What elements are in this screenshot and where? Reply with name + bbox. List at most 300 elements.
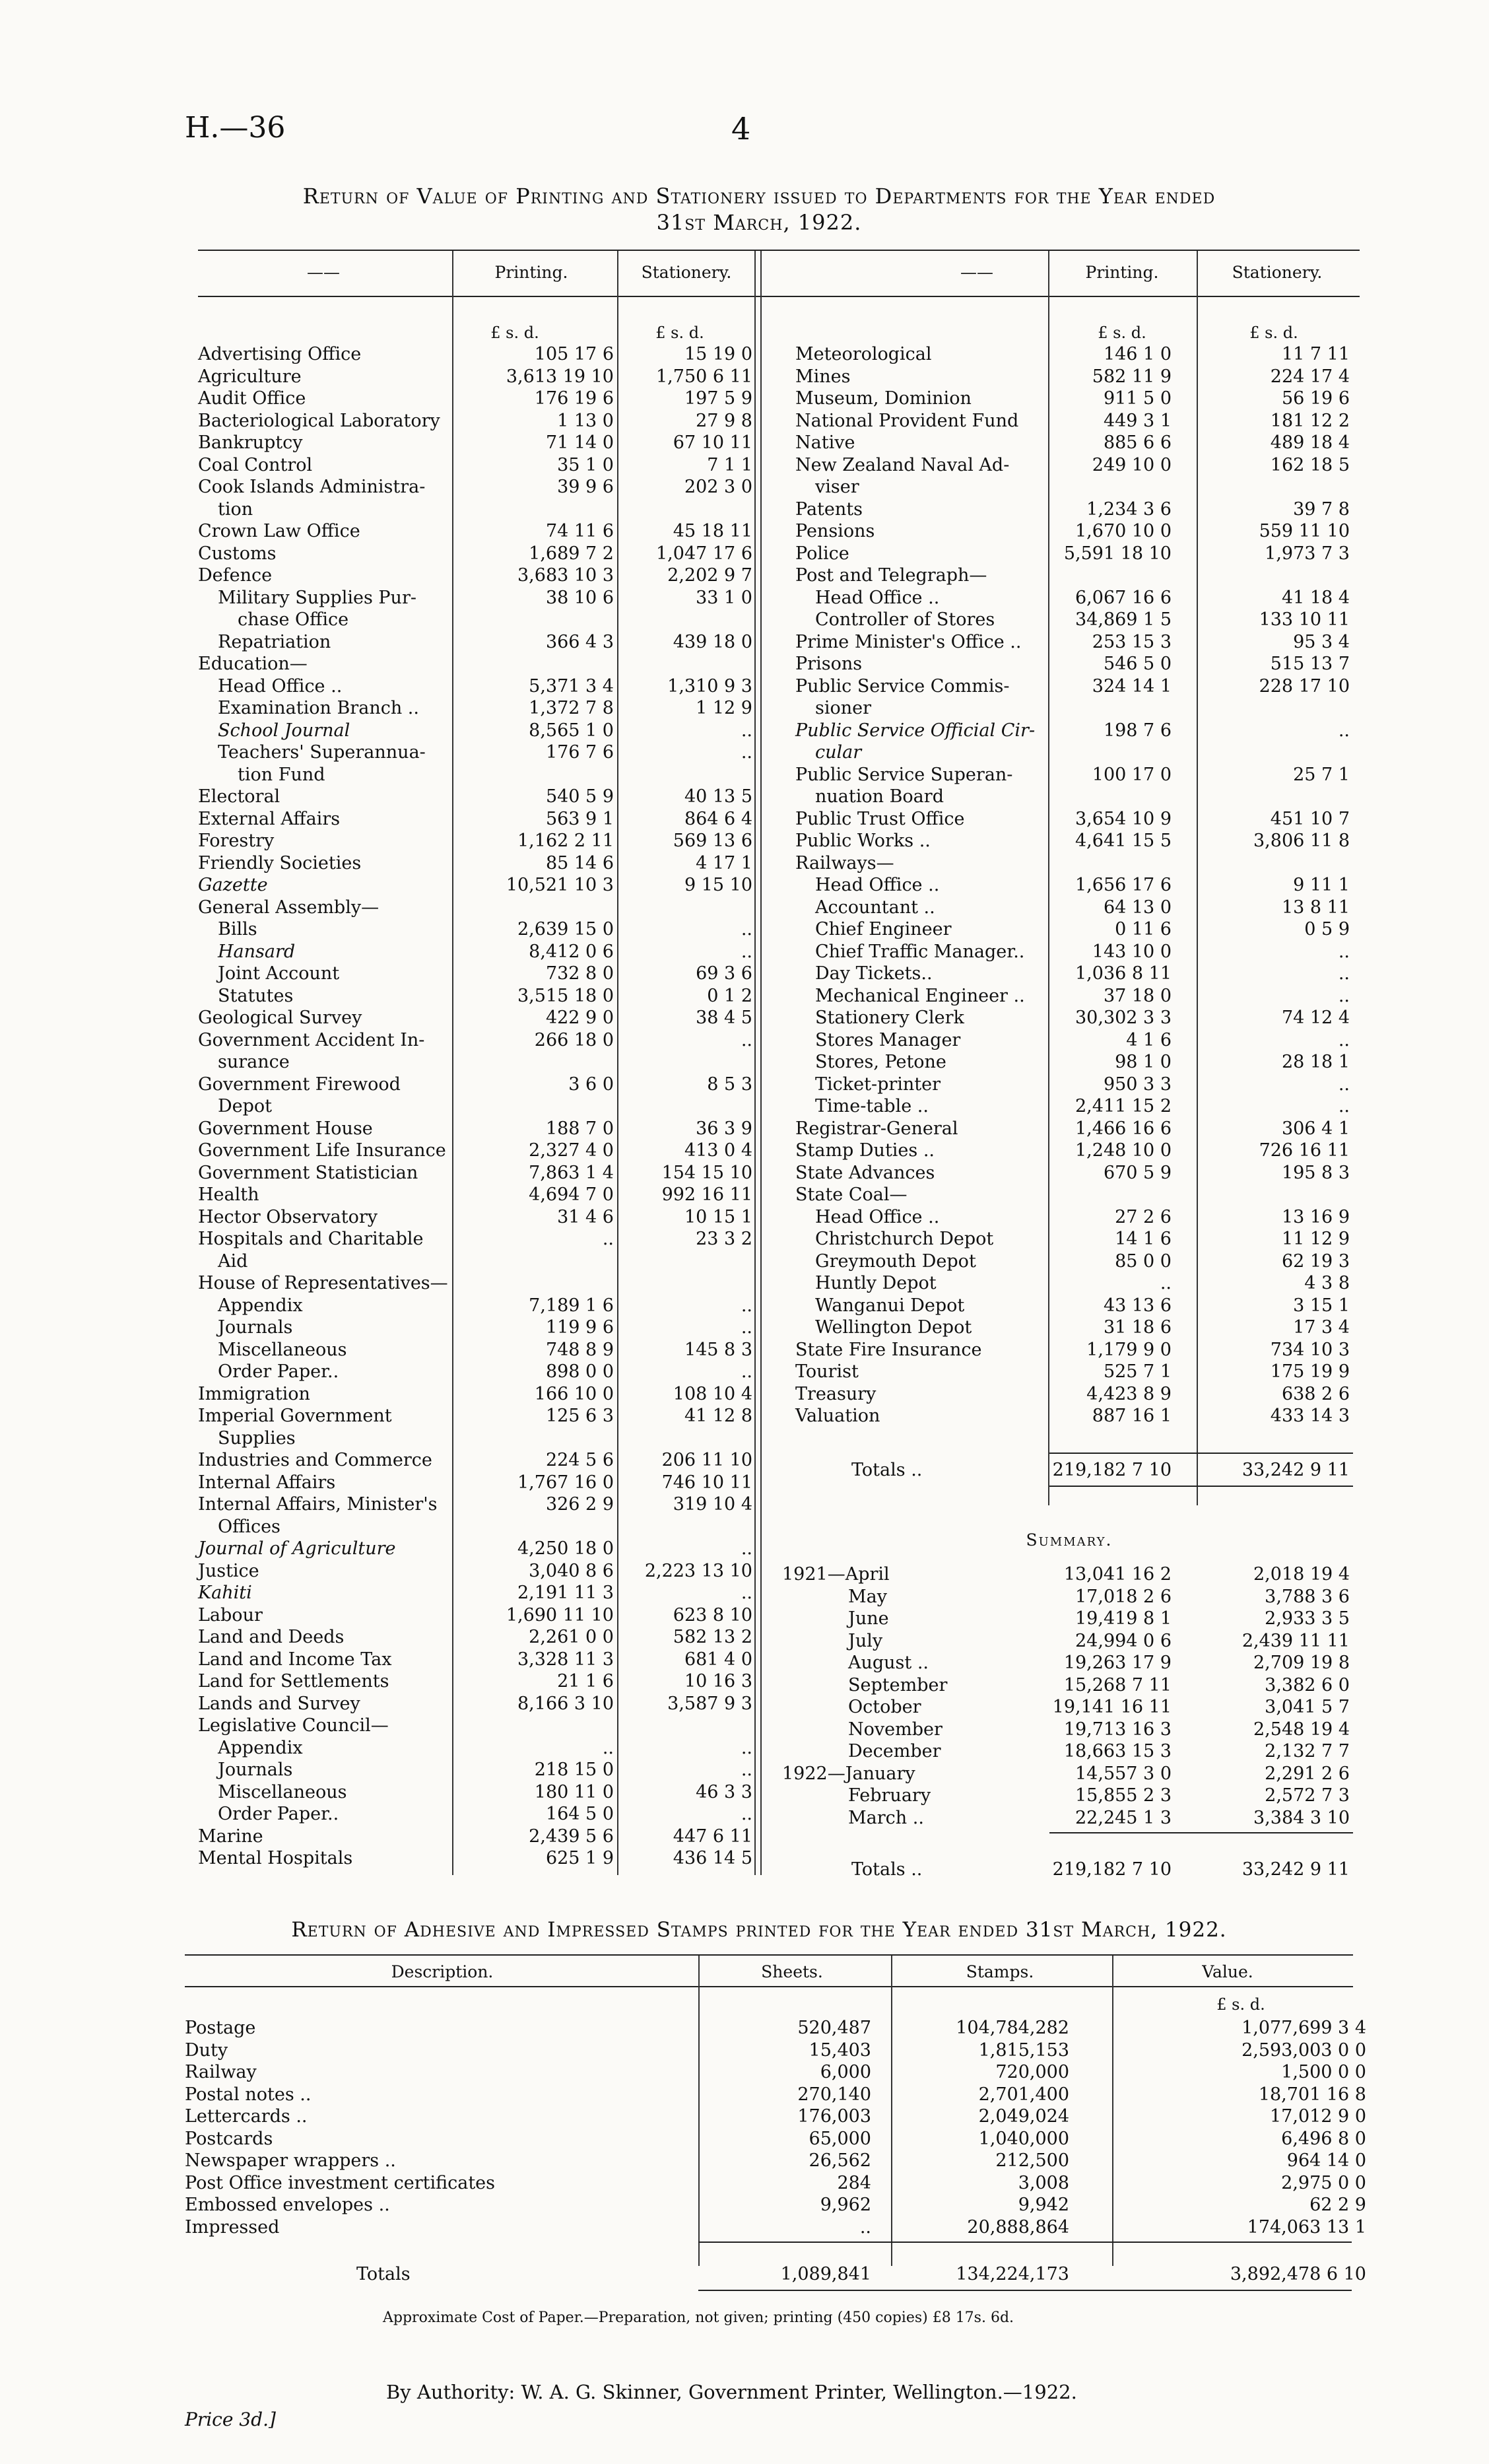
summary-stationery: 3,384 3 10 bbox=[1253, 1807, 1350, 1828]
printing-amount: 146 1 0 bbox=[1103, 344, 1172, 364]
summary-stationery: 3,041 5 7 bbox=[1265, 1697, 1350, 1717]
printing-amount: .. bbox=[602, 1229, 614, 1249]
stationery-amount: 11 7 11 bbox=[1281, 344, 1350, 364]
row-label: State Advances bbox=[795, 1162, 935, 1183]
row-label: Stores Manager bbox=[815, 1029, 961, 1050]
row-label: Prime Minister's Office .. bbox=[795, 631, 1022, 652]
rule bbox=[1049, 1486, 1353, 1487]
printing-amount: 31 18 6 bbox=[1103, 1317, 1172, 1338]
table-row bbox=[795, 1361, 1350, 1383]
row-label: Greymouth Depot bbox=[815, 1250, 976, 1272]
row-label: Hector Observatory bbox=[198, 1206, 378, 1227]
printing-amount: 143 10 0 bbox=[1092, 941, 1172, 962]
table-row bbox=[198, 1361, 752, 1383]
printing-amount: 1,234 3 6 bbox=[1086, 498, 1172, 520]
row-label: Marine bbox=[198, 1826, 263, 1847]
printing-amount: 326 2 9 bbox=[545, 1494, 614, 1515]
table-row bbox=[198, 1649, 752, 1670]
stamp-count: 2,049,024 bbox=[978, 2106, 1069, 2127]
stationery-amount: .. bbox=[741, 1583, 752, 1603]
table-row bbox=[795, 520, 1350, 542]
summary-printing: 13,041 16 2 bbox=[1063, 1564, 1172, 1585]
stamp-description: Lettercards .. bbox=[185, 2106, 308, 2127]
summary-stationery: 2,548 19 4 bbox=[1253, 1719, 1350, 1740]
row-label: Crown Law Office bbox=[198, 521, 360, 541]
table-row bbox=[198, 388, 752, 409]
table-row bbox=[795, 1074, 1350, 1095]
summary-row bbox=[782, 1785, 1356, 1806]
row-label: Imperial Government bbox=[198, 1406, 392, 1426]
stationery-amount: 25 7 1 bbox=[1293, 764, 1350, 785]
row-label: Huntly Depot bbox=[815, 1273, 937, 1293]
table-row bbox=[795, 1405, 1350, 1427]
row-label: Chief Engineer bbox=[815, 919, 952, 940]
stationery-amount: 3,587 9 3 bbox=[667, 1693, 752, 1714]
row-label: Kahiti bbox=[198, 1583, 252, 1603]
table-row bbox=[198, 720, 752, 741]
summary-month: September bbox=[848, 1674, 948, 1695]
report-title: Return of Value of Printing and Stationery issued to Departments for the Year ended bbox=[302, 184, 1216, 209]
table-row bbox=[795, 720, 1350, 741]
row-label: Industries and Commerce bbox=[198, 1450, 432, 1470]
table-row bbox=[795, 498, 1350, 520]
row-label: Bacteriological Laboratory bbox=[198, 410, 440, 431]
page-number: 4 bbox=[731, 111, 751, 147]
printing-amount: 8,166 3 10 bbox=[517, 1693, 614, 1714]
printing-amount: 5,371 3 4 bbox=[529, 675, 614, 697]
table-row bbox=[795, 410, 1350, 432]
stamp-count: 3,008 bbox=[1018, 2172, 1069, 2193]
row-label: House of Representatives— bbox=[198, 1273, 448, 1293]
summary-stationery: 2,709 19 8 bbox=[1253, 1653, 1350, 1673]
printing-amount: 1,767 16 0 bbox=[517, 1472, 614, 1493]
table-row bbox=[198, 1737, 752, 1759]
stamp-value: 2,975 0 0 bbox=[1281, 2172, 1366, 2193]
stationery-amount: 69 3 6 bbox=[696, 963, 752, 984]
table-row bbox=[198, 653, 752, 675]
row-label: Head Office .. bbox=[218, 675, 343, 697]
table-row bbox=[198, 1074, 752, 1095]
stamp-count: 720,000 bbox=[995, 2062, 1069, 2082]
printing-amount: 37 18 0 bbox=[1103, 985, 1172, 1006]
printing-amount: 166 10 0 bbox=[534, 1383, 614, 1404]
printing-amount: 4,423 8 9 bbox=[1086, 1383, 1172, 1404]
stamp-value: 62 2 9 bbox=[1309, 2195, 1366, 2215]
summary-stationery: 2,933 3 5 bbox=[1265, 1608, 1350, 1629]
stationery-amount: 319 10 4 bbox=[673, 1494, 752, 1515]
stamp-value: 1,077,699 3 4 bbox=[1241, 2018, 1366, 2038]
stationery-amount: 0 1 2 bbox=[707, 985, 752, 1006]
stamps-row bbox=[185, 2150, 1366, 2172]
stamps-totals-label: Totals bbox=[356, 2264, 411, 2284]
row-label: Head Office .. bbox=[815, 875, 940, 895]
printing-amount: 98 1 0 bbox=[1115, 1052, 1172, 1072]
table-row bbox=[198, 1339, 752, 1361]
row-label: Time-table .. bbox=[815, 1096, 929, 1116]
stationery-amount: 39 7 8 bbox=[1293, 498, 1350, 520]
row-label: School Journal bbox=[218, 720, 350, 741]
stationery-amount: 13 8 11 bbox=[1281, 897, 1350, 918]
table-row bbox=[795, 808, 1350, 830]
row-label: Bankruptcy bbox=[198, 432, 303, 453]
row-label: Post and Telegraph— bbox=[795, 565, 987, 586]
printing-amount: 34,869 1 5 bbox=[1075, 609, 1172, 630]
printing-amount: 2,261 0 0 bbox=[529, 1627, 614, 1647]
table-row bbox=[198, 1383, 752, 1405]
column-divider bbox=[617, 251, 618, 1875]
stamp-value: 174,063 13 1 bbox=[1247, 2216, 1366, 2238]
rule bbox=[185, 1986, 1353, 1987]
row-label: External Affairs bbox=[198, 808, 341, 829]
table-row bbox=[795, 1140, 1350, 1161]
table-row bbox=[198, 1560, 752, 1582]
table-row bbox=[198, 963, 752, 984]
printing-amount: 525 7 1 bbox=[1103, 1361, 1172, 1382]
printing-amount: 1,690 11 10 bbox=[506, 1604, 614, 1626]
stationery-amount: .. bbox=[741, 919, 752, 940]
table-row bbox=[795, 697, 1350, 719]
row-label: Land and Income Tax bbox=[198, 1649, 392, 1670]
table-row bbox=[795, 366, 1350, 388]
stamps-table-title: Return of Adhesive and Impressed Stamps printed for the Year ended 31st March, 1922. bbox=[291, 1918, 1227, 1942]
printing-amount: 3,040 8 6 bbox=[529, 1560, 614, 1581]
table-row bbox=[795, 609, 1350, 631]
table-row bbox=[198, 1516, 752, 1538]
table-row bbox=[198, 565, 752, 586]
stationery-amount: 515 13 7 bbox=[1270, 654, 1350, 674]
table-row bbox=[198, 1250, 752, 1272]
printing-amount: 218 15 0 bbox=[534, 1760, 614, 1780]
printing-amount: 1,179 9 0 bbox=[1086, 1339, 1172, 1360]
summary-month: 1921—April bbox=[782, 1564, 890, 1585]
table-row bbox=[198, 1847, 752, 1869]
stationery-amount: 569 13 6 bbox=[673, 831, 752, 851]
stationery-amount: .. bbox=[741, 1737, 752, 1758]
printing-amount: 625 1 9 bbox=[545, 1848, 614, 1868]
row-label: Prisons bbox=[795, 654, 863, 674]
row-label: Accountant .. bbox=[815, 897, 935, 918]
stamp-count: 9,942 bbox=[1018, 2195, 1069, 2215]
summary-row bbox=[782, 1719, 1356, 1740]
table-row bbox=[198, 1317, 752, 1338]
stationery-amount: 10 15 1 bbox=[684, 1206, 752, 1227]
printing-amount: 21 1 6 bbox=[557, 1671, 614, 1692]
row-label: Government Life Insurance bbox=[198, 1140, 446, 1161]
printing-amount: 366 4 3 bbox=[545, 631, 614, 652]
stamps-row bbox=[185, 2061, 1366, 2083]
stationery-amount: 13 16 9 bbox=[1281, 1206, 1350, 1227]
table-row bbox=[198, 476, 752, 498]
column-header-printing: Printing. bbox=[494, 263, 568, 282]
table-row bbox=[198, 1405, 752, 1427]
table-row bbox=[795, 1184, 1350, 1206]
row-label: Christchurch Depot bbox=[815, 1229, 994, 1249]
summary-row bbox=[782, 1740, 1356, 1762]
summary-month: 1922—January bbox=[782, 1763, 915, 1784]
stamps-totals-row bbox=[185, 2263, 1366, 2285]
stationery-amount: 7 1 1 bbox=[707, 454, 752, 475]
row-label: Public Trust Office bbox=[795, 808, 965, 829]
row-label: Miscellaneous bbox=[218, 1781, 347, 1802]
stationery-amount: 28 18 1 bbox=[1281, 1052, 1350, 1072]
table-row bbox=[795, 963, 1350, 984]
stationery-amount: .. bbox=[1338, 720, 1350, 741]
stamp-sheets: 270,140 bbox=[797, 2084, 871, 2105]
table-row bbox=[198, 1029, 752, 1051]
table-row bbox=[198, 918, 752, 940]
table-row bbox=[795, 476, 1350, 498]
totals-row bbox=[851, 1459, 1353, 1481]
table-row bbox=[795, 388, 1350, 409]
table-row bbox=[198, 1781, 752, 1803]
stamp-value: 2,593,003 0 0 bbox=[1241, 2039, 1366, 2061]
table-row bbox=[795, 1250, 1350, 1272]
row-label: Friendly Societies bbox=[198, 852, 362, 873]
printing-amount: 39 9 6 bbox=[557, 477, 614, 497]
summary-month: March .. bbox=[848, 1807, 924, 1828]
table-row bbox=[795, 1317, 1350, 1338]
row-label: Examination Branch .. bbox=[218, 698, 419, 718]
table-row bbox=[198, 1051, 752, 1073]
row-label: Advertising Office bbox=[198, 344, 362, 364]
printing-amount: 3,654 10 9 bbox=[1075, 808, 1172, 829]
stamps-row bbox=[185, 2194, 1366, 2216]
printing-amount: 885 6 6 bbox=[1103, 432, 1172, 453]
stationery-amount: 1,310 9 3 bbox=[667, 675, 752, 697]
table-row bbox=[198, 697, 752, 719]
stationery-amount: 1,750 6 11 bbox=[656, 366, 752, 387]
row-label: Repatriation bbox=[218, 631, 331, 652]
printing-amount: 6,067 16 6 bbox=[1075, 587, 1172, 608]
summary-printing: 15,268 7 11 bbox=[1063, 1674, 1172, 1695]
row-label: Offices bbox=[218, 1516, 281, 1537]
stationery-amount: 451 10 7 bbox=[1270, 808, 1350, 829]
table-row bbox=[198, 675, 752, 697]
row-label: Health bbox=[198, 1184, 259, 1205]
row-label: Treasury bbox=[795, 1383, 877, 1404]
table-row bbox=[198, 1272, 752, 1294]
stationery-amount: 41 12 8 bbox=[684, 1406, 752, 1426]
stamp-sheets: 6,000 bbox=[820, 2062, 871, 2082]
table-row bbox=[795, 985, 1350, 1007]
table-row bbox=[198, 1582, 752, 1604]
printing-amount: 253 15 3 bbox=[1092, 631, 1172, 652]
row-label: Immigration bbox=[198, 1383, 310, 1404]
summary-row bbox=[782, 1608, 1356, 1629]
row-label: Military Supplies Pur- bbox=[218, 587, 416, 608]
row-label: Government House bbox=[198, 1118, 373, 1139]
stationery-amount: 145 8 3 bbox=[684, 1339, 752, 1360]
rule bbox=[698, 2290, 1352, 2291]
rule bbox=[1049, 1832, 1353, 1833]
row-label: Depot bbox=[218, 1096, 273, 1116]
table-row bbox=[198, 1228, 752, 1250]
printing-amount: 2,639 15 0 bbox=[517, 919, 614, 940]
stationery-amount: 27 9 8 bbox=[696, 410, 752, 431]
table-row bbox=[795, 941, 1350, 963]
printing-amount: 14 1 6 bbox=[1115, 1229, 1172, 1249]
stamps-row bbox=[185, 2172, 1366, 2194]
stamps-row bbox=[185, 2216, 1366, 2238]
printing-amount: 43 13 6 bbox=[1103, 1295, 1172, 1316]
column-divider bbox=[760, 251, 762, 1875]
row-label: viser bbox=[815, 477, 859, 497]
stationery-amount: .. bbox=[741, 720, 752, 741]
printing-amount: 748 8 9 bbox=[545, 1339, 614, 1360]
printing-amount: 188 7 0 bbox=[545, 1118, 614, 1139]
printing-amount: 1,248 10 0 bbox=[1075, 1140, 1172, 1161]
stationery-amount: .. bbox=[741, 941, 752, 962]
table-row bbox=[198, 631, 752, 653]
stamp-description: Embossed envelopes .. bbox=[185, 2195, 390, 2215]
printing-amount: 540 5 9 bbox=[545, 786, 614, 807]
summary-totals-row bbox=[851, 1859, 1353, 1880]
table-row bbox=[198, 1118, 752, 1140]
price-note: Price 3d.] bbox=[185, 2409, 276, 2430]
summary-stationery: 2,018 19 4 bbox=[1253, 1564, 1350, 1585]
stationery-amount: 306 4 1 bbox=[1281, 1118, 1350, 1139]
row-label: Chief Traffic Manager.. bbox=[815, 941, 1025, 962]
row-label: General Assembly— bbox=[198, 897, 380, 918]
row-label: Hospitals and Charitable bbox=[198, 1229, 424, 1249]
printing-amount: 35 1 0 bbox=[557, 454, 614, 475]
stationery-amount: .. bbox=[1338, 985, 1350, 1006]
row-label: Defence bbox=[198, 565, 273, 586]
printing-amount: 176 7 6 bbox=[545, 742, 614, 763]
header-value: Value. bbox=[1202, 1962, 1253, 1981]
stationery-amount: 11 12 9 bbox=[1281, 1229, 1350, 1249]
document-reference: H.—36 bbox=[185, 111, 286, 145]
stationery-amount: 992 16 11 bbox=[661, 1184, 752, 1205]
printing-amount: 3,613 19 10 bbox=[506, 366, 614, 387]
table-row bbox=[198, 1427, 752, 1449]
table-row bbox=[198, 1538, 752, 1559]
printing-amount: 1,372 7 8 bbox=[529, 698, 614, 718]
printing-amount: 8,412 0 6 bbox=[529, 941, 614, 962]
stamps-row bbox=[185, 2105, 1366, 2127]
stationery-amount: 4 3 8 bbox=[1304, 1273, 1350, 1293]
printing-amount: 1,162 2 11 bbox=[517, 831, 614, 851]
row-label: Ticket-printer bbox=[815, 1074, 941, 1095]
printing-amount: 582 11 9 bbox=[1092, 366, 1172, 387]
printing-amount: 422 9 0 bbox=[545, 1008, 614, 1028]
stationery-amount: 197 5 9 bbox=[684, 388, 752, 409]
printing-amount: 224 5 6 bbox=[545, 1450, 614, 1470]
stamp-value: 1,500 0 0 bbox=[1281, 2062, 1366, 2082]
stationery-amount: .. bbox=[741, 1804, 752, 1824]
stationery-amount: 108 10 4 bbox=[673, 1383, 752, 1404]
summary-stationery: 2,439 11 11 bbox=[1241, 1630, 1350, 1651]
row-label: Internal Affairs, Minister's bbox=[198, 1494, 438, 1515]
printing-amount: 119 9 6 bbox=[545, 1317, 614, 1338]
row-label: Day Tickets.. bbox=[815, 963, 933, 984]
stamps-row bbox=[185, 2128, 1366, 2150]
stamp-sheets: 65,000 bbox=[809, 2128, 871, 2149]
table-row bbox=[795, 1162, 1350, 1184]
table-row bbox=[198, 543, 752, 565]
row-label: Police bbox=[795, 543, 849, 564]
table-row bbox=[198, 454, 752, 476]
summary-printing: 14,557 3 0 bbox=[1075, 1763, 1172, 1784]
stationery-amount: .. bbox=[1338, 941, 1350, 962]
table-row bbox=[198, 1095, 752, 1117]
row-label: Wellington Depot bbox=[815, 1317, 972, 1338]
row-label: Joint Account bbox=[218, 963, 340, 984]
printing-amount: 1,689 7 2 bbox=[529, 543, 614, 564]
column-header-dash: —— bbox=[307, 263, 340, 282]
stationery-amount: 62 19 3 bbox=[1281, 1250, 1350, 1272]
stamp-count: 104,784,282 bbox=[956, 2018, 1069, 2038]
printing-amount: 3,515 18 0 bbox=[517, 985, 614, 1006]
column-divider bbox=[891, 1956, 892, 2266]
stationery-amount: 3 15 1 bbox=[1293, 1295, 1350, 1316]
table-row bbox=[795, 786, 1350, 807]
table-row bbox=[198, 1693, 752, 1715]
stamps-totals-value: 3,892,478 6 10 bbox=[1230, 2264, 1366, 2284]
printing-amount: 176 19 6 bbox=[534, 388, 614, 409]
totals-label: Totals .. bbox=[851, 1460, 923, 1480]
summary-stationery: 3,382 6 0 bbox=[1265, 1674, 1350, 1695]
stationery-amount: 181 12 2 bbox=[1270, 410, 1350, 431]
stationery-amount: 559 11 10 bbox=[1259, 521, 1350, 541]
row-label: Labour bbox=[198, 1604, 263, 1626]
printing-amount: 2,439 5 6 bbox=[529, 1826, 614, 1847]
stationery-amount: 439 18 0 bbox=[673, 631, 752, 652]
row-label: Land for Settlements bbox=[198, 1671, 389, 1692]
row-label: Statutes bbox=[218, 985, 294, 1006]
stamp-sheets: 520,487 bbox=[797, 2018, 871, 2038]
summary-printing: 22,245 1 3 bbox=[1075, 1807, 1172, 1828]
printing-amount: 950 3 3 bbox=[1103, 1074, 1172, 1095]
table-row bbox=[795, 675, 1350, 697]
stationery-amount: 67 10 11 bbox=[673, 432, 752, 453]
row-label: Teachers' Superannua- bbox=[218, 742, 426, 763]
printing-amount: 887 16 1 bbox=[1092, 1406, 1172, 1426]
printing-amount: 31 4 6 bbox=[557, 1206, 614, 1227]
stationery-amount: 206 11 10 bbox=[661, 1450, 752, 1470]
table-row bbox=[198, 1140, 752, 1161]
stationery-amount: 582 13 2 bbox=[673, 1627, 752, 1647]
summary-printing: 15,855 2 3 bbox=[1075, 1785, 1172, 1806]
table-row bbox=[795, 454, 1350, 476]
stationery-amount: 1,047 17 6 bbox=[656, 543, 752, 564]
stationery-amount: .. bbox=[741, 1317, 752, 1338]
table-row bbox=[795, 543, 1350, 565]
table-row bbox=[795, 1295, 1350, 1317]
printing-amount: 324 14 1 bbox=[1092, 675, 1172, 697]
summary-printing: 19,419 8 1 bbox=[1075, 1608, 1172, 1629]
row-label: Head Office .. bbox=[815, 1206, 940, 1227]
table-row bbox=[198, 1206, 752, 1228]
stamp-count: 2,701,400 bbox=[978, 2084, 1069, 2105]
row-label: Stores, Petone bbox=[815, 1052, 946, 1072]
stamp-sheets: 15,403 bbox=[809, 2039, 871, 2061]
printing-amount: 85 14 6 bbox=[545, 852, 614, 873]
row-label: Journals bbox=[218, 1760, 293, 1780]
stationery-amount: 2,202 9 7 bbox=[667, 565, 752, 586]
value-unit: £ s. d. bbox=[1216, 1995, 1265, 2014]
summary-row bbox=[782, 1763, 1356, 1785]
row-label: Miscellaneous bbox=[218, 1339, 347, 1360]
table-row bbox=[198, 432, 752, 454]
table-row bbox=[198, 1604, 752, 1626]
table-row bbox=[795, 631, 1350, 653]
row-label: Government Firewood bbox=[198, 1074, 401, 1095]
table-row bbox=[795, 565, 1350, 586]
summary-stationery: 3,788 3 6 bbox=[1265, 1586, 1350, 1607]
row-label: Electoral bbox=[198, 786, 281, 807]
row-label: Stamp Duties .. bbox=[795, 1140, 935, 1161]
